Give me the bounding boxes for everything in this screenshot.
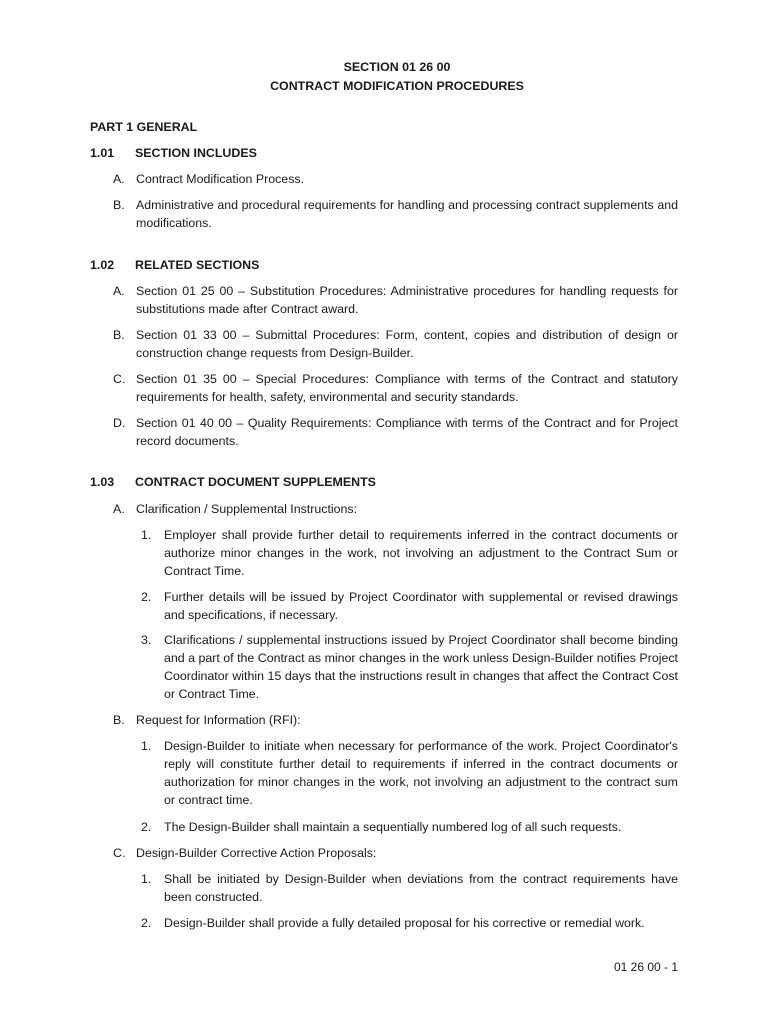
part-heading: PART 1 GENERAL	[90, 120, 198, 134]
item-letter: C.	[113, 846, 126, 860]
article-number: 1.01	[90, 146, 115, 160]
subitem-text: Clarifications / supplemental instructions issued by Project Coordinator shall become binding and a part of the Contract as minor changes in the work unless Design-Builder notifies Project Coordinator within 15 days that the instructions result in changes that affect the Contract Cost or Contract Time.	[164, 633, 678, 701]
subitem-number: 1.	[141, 739, 152, 753]
section-title: CONTRACT MODIFICATION PROCEDURES	[270, 79, 524, 93]
article-number: 1.02	[90, 258, 115, 272]
item-text: Design-Builder Corrective Action Proposals:	[136, 846, 377, 860]
subitem-text: Shall be initiated by Design-Builder when deviations from the contract requirements have been constructed.	[164, 872, 678, 904]
article-title: RELATED SECTIONS	[135, 258, 260, 272]
subitem-number: 2.	[141, 820, 152, 834]
item-letter: A.	[113, 284, 125, 298]
item-text: Clarification / Supplemental Instructions:	[136, 502, 358, 516]
subitem-text: Employer shall provide further detail to requirements inferred in the contract documents or authorize minor changes in the work, not involving an adjustment to the Contract Sum or Contract Time.	[164, 528, 678, 578]
item-text: Section 01 25 00 – Substitution Procedures: Administrative procedures for handling requests for substitutions made after Contract award.	[136, 284, 678, 316]
item-text: Section 01 35 00 – Special Procedures: Compliance with terms of the Contract and statutory requirements for health, safety, environmental and security standards.	[136, 372, 678, 404]
subitem-text: The Design-Builder shall maintain a sequentially numbered log of all such requests.	[164, 820, 622, 834]
subitem-number: 3.	[141, 633, 152, 647]
item-letter: B.	[113, 328, 125, 342]
subitem-text: Design-Builder to initiate when necessary for performance of the work. Project Coordinator's reply will constitute further detail to requirements if inferred in the contract documents or authorization for minor changes in the work, not involving an adjustment to the contract sum or contract time.	[164, 739, 678, 807]
subitem-number: 1.	[141, 528, 152, 542]
item-letter: B.	[113, 713, 125, 727]
item-text: Contract Modification Process.	[136, 172, 305, 186]
item-letter: A.	[113, 172, 125, 186]
item-letter: C.	[113, 372, 126, 386]
page-number: 01 26 00 - 1	[614, 960, 679, 974]
subitem-text: Further details will be issued by Project Coordinator with supplemental or revised drawings and specifications, if necessary.	[164, 590, 678, 622]
item-letter: A.	[113, 502, 125, 516]
subitem-text: Design-Builder shall provide a fully detailed proposal for his corrective or remedial work.	[164, 916, 645, 930]
item-text: Request for Information (RFI):	[136, 713, 301, 727]
article-number: 1.03	[90, 475, 115, 489]
article-title: SECTION INCLUDES	[135, 146, 257, 160]
item-text: Administrative and procedural requirements for handling and processing contract supplements and modifications.	[136, 198, 678, 230]
subitem-number: 2.	[141, 590, 152, 604]
article-title: CONTRACT DOCUMENT SUPPLEMENTS	[135, 475, 376, 489]
subitem-number: 1.	[141, 872, 152, 886]
item-text: Section 01 33 00 – Submittal Procedures: Form, content, copies and distribution of design or construction change requests from Design-Builder.	[136, 328, 678, 360]
subitem-number: 2.	[141, 916, 152, 930]
item-letter: D.	[113, 416, 126, 430]
section-number: SECTION 01 26 00	[343, 60, 451, 74]
item-letter: B.	[113, 198, 125, 212]
item-text: Section 01 40 00 – Quality Requirements: Compliance with terms of the Contract and for Project record documents.	[136, 416, 678, 448]
